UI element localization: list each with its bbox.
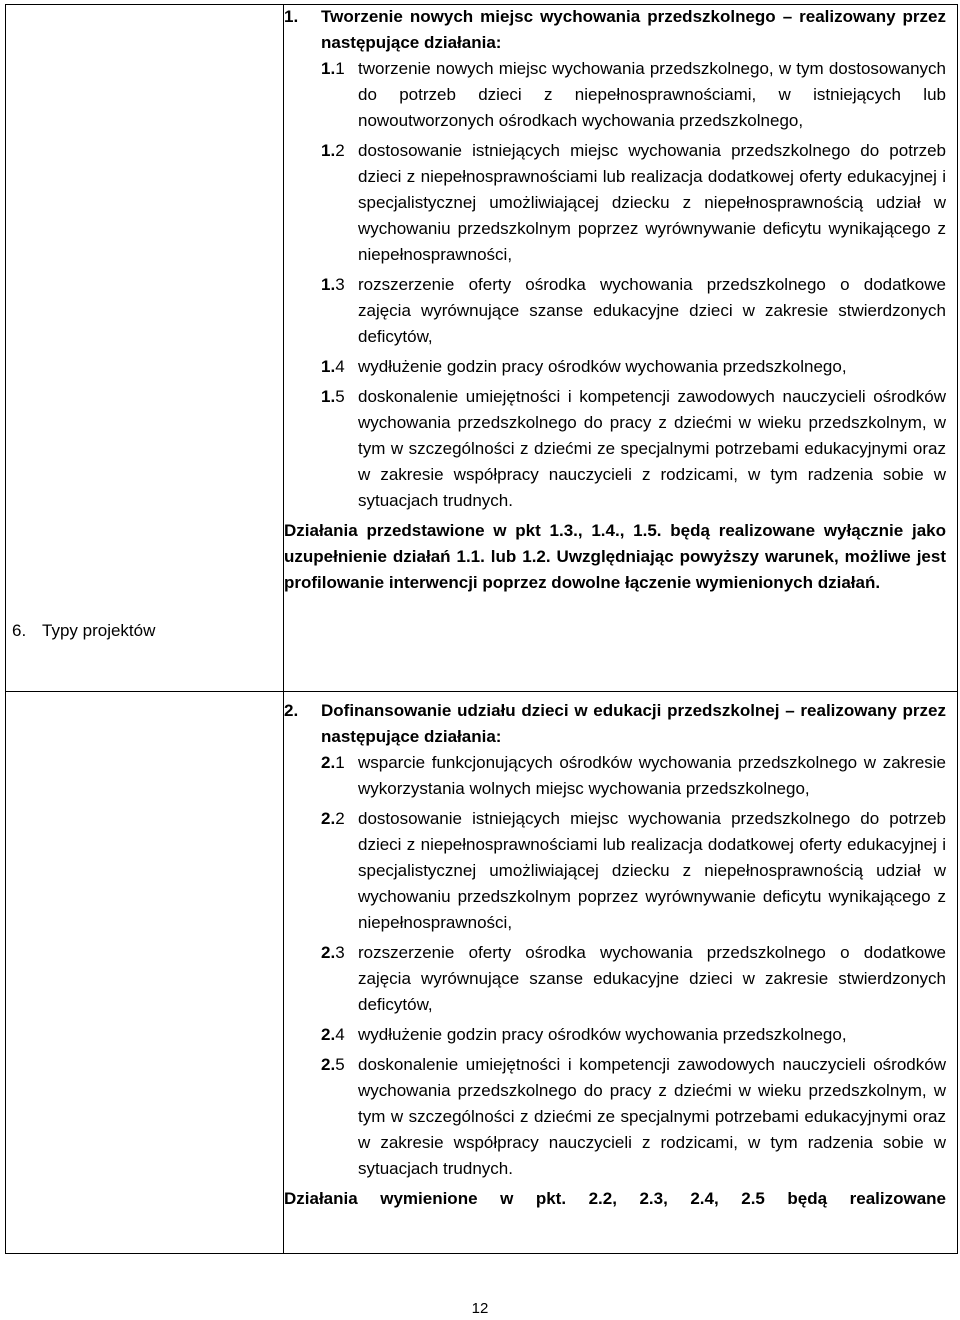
item-num-prefix: 2.	[321, 943, 336, 962]
section-2-heading	[284, 698, 946, 750]
section-2-title: Dofinansowanie udziału dzieci w edukacji przedszkolnej – realizowany przez następujące działania:	[321, 701, 946, 746]
row-label-number: 6.	[12, 621, 27, 640]
section-2-number: 2.	[284, 701, 299, 720]
item-text: dostosowanie istniejących miejsc wychowania przedszkolnego do potrzeb dzieci z niepełnosprawnościami lub realizacja dodatkowej oferty edukacyjnej i specjalistycznej umożliwiającej dziecku z niepełnosprawnością udział w wychowaniu przedszkolnym poprzez wyrównywanie deficytu wynikającego z niepełnosprawności,	[358, 141, 946, 264]
item-num-suffix: 4	[335, 1025, 345, 1044]
item-text: wydłużenie godzin pracy ośrodków wychowania przedszkolnego,	[358, 1025, 847, 1044]
page-number: 12	[471, 1300, 489, 1317]
item-num-prefix: 2.	[321, 1055, 336, 1074]
list-item	[321, 806, 946, 936]
list-item	[321, 940, 946, 1018]
section-1-number: 1.	[284, 7, 299, 26]
row-divider	[6, 691, 957, 692]
item-num-prefix: 1.	[321, 59, 336, 78]
section-1-heading	[284, 4, 946, 56]
item-text: tworzenie nowych miejsc wychowania przedszkolnego, w tym dostosowanych do potrzeb dzieci z niepełnosprawnościami, w istniejących lub nowoutworzonych ośrodkach wychowania przedszkolnego,	[358, 59, 946, 130]
item-num-suffix: 5	[335, 387, 345, 406]
item-num-prefix: 2.	[321, 809, 336, 828]
list-item	[321, 1022, 946, 1048]
item-num-suffix: 3	[335, 275, 345, 294]
item-text: rozszerzenie oferty ośrodka wychowania przedszkolnego o dodatkowe zajęcia wyrównujące szanse edukacyjne dzieci w zakresie stwierdzonych deficytów,	[358, 943, 946, 1014]
item-num-prefix: 1.	[321, 141, 336, 160]
item-num-suffix: 2	[335, 141, 345, 160]
list-item	[321, 138, 946, 268]
item-num-suffix: 3	[335, 943, 345, 962]
list-item	[321, 272, 946, 350]
item-num-prefix: 2.	[321, 1025, 336, 1044]
item-text: wsparcie funkcjonujących ośrodków wychowania przedszkolnego w zakresie wykorzystania wolnych miejsc wychowania przedszkolnego,	[358, 753, 946, 798]
list-item	[321, 354, 946, 380]
item-num-prefix: 1.	[321, 387, 336, 406]
item-num-prefix: 1.	[321, 275, 336, 294]
section-2-note: Działania wymienione w pkt. 2.2, 2.3, 2.4, 2.5 będą realizowane	[284, 1189, 946, 1208]
list-item	[321, 384, 946, 514]
item-num-suffix: 1	[335, 59, 345, 78]
item-num-suffix: 5	[335, 1055, 345, 1074]
item-num-suffix: 2	[335, 809, 345, 828]
item-text: rozszerzenie oferty ośrodka wychowania przedszkolnego o dodatkowe zajęcia wyrównujące szanse edukacyjne dzieci w zakresie stwierdzonych deficytów,	[358, 275, 946, 346]
item-num-prefix: 1.	[321, 357, 336, 376]
section-1-note: Działania przedstawione w pkt 1.3., 1.4., 1.5. będą realizowane wyłącznie jako uzupełnienie działań 1.1. lub 1.2. Uwzględniając powyższy warunek, możliwe jest profilowanie interwencji poprzez dowolne łączenie wymienionych działań.	[284, 521, 946, 592]
item-num-prefix: 2.	[321, 753, 336, 772]
section-1-title: Tworzenie nowych miejsc wychowania przedszkolnego – realizowany przez następujące działania:	[321, 7, 946, 52]
list-item	[321, 750, 946, 802]
section-1	[284, 4, 946, 596]
item-num-suffix: 4	[335, 357, 345, 376]
item-text: wydłużenie godzin pracy ośrodków wychowania przedszkolnego,	[358, 357, 847, 376]
item-text: doskonalenie umiejętności i kompetencji zawodowych nauczycieli ośrodków wychowania przedszkolnego do pracy z dziećmi w wieku przedszkolnym, w tym w szczególności z dziećmi ze specjalnymi potrzebami edukacyjnymi oraz w zakresie współpracy nauczycieli z rodzicami, w tym radzenia sobie w sytuacjach trudnych.	[358, 1055, 946, 1178]
list-item	[321, 56, 946, 134]
section-2	[284, 698, 946, 1212]
row-label-text: Typy projektów	[42, 621, 156, 640]
row-label	[12, 621, 155, 641]
list-item	[321, 1052, 946, 1182]
item-text: doskonalenie umiejętności i kompetencji zawodowych nauczycieli ośrodków wychowania przedszkolnego do pracy z dziećmi w wieku przedszkolnym, w tym w szczególności z dziećmi ze specjalnymi potrzebami edukacyjnymi oraz w zakresie współpracy nauczycieli z rodzicami, w tym radzenia sobie w sytuacjach trudnych.	[358, 387, 946, 510]
item-text: dostosowanie istniejących miejsc wychowania przedszkolnego do potrzeb dzieci z niepełnosprawnościami lub realizacja dodatkowej oferty edukacyjnej i specjalistycznej umożliwiającej dziecku z niepełnosprawnością udział w wychowaniu przedszkolnym poprzez wyrównywanie deficytu wynikającego z niepełnosprawności,	[358, 809, 946, 932]
item-num-suffix: 1	[335, 753, 345, 772]
